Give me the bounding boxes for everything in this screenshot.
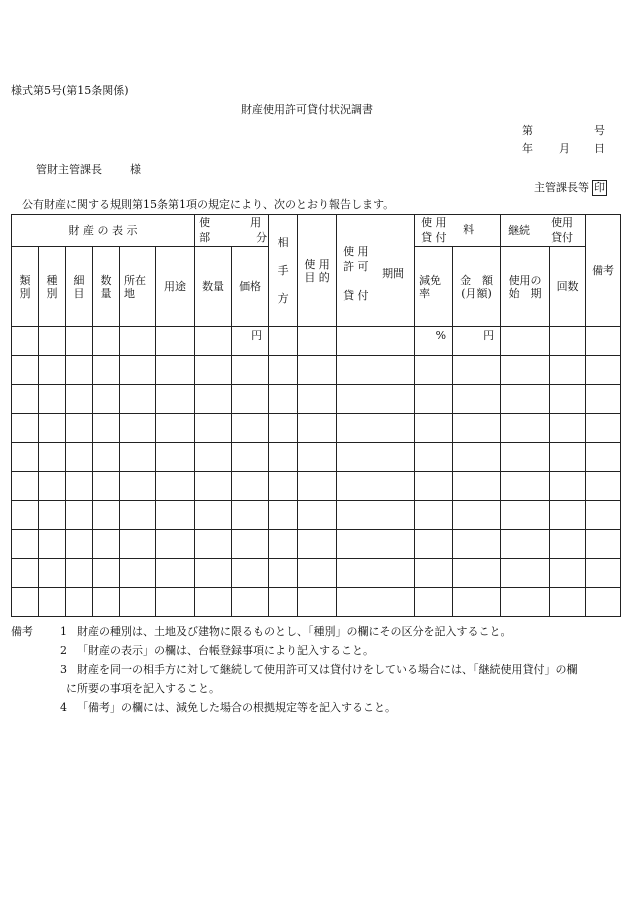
note-number: 2 <box>60 644 67 657</box>
unit-percent[interactable]: % <box>415 327 453 356</box>
table-row <box>12 327 621 356</box>
note-text-continued: に所要の事項を記入すること。 <box>66 682 220 695</box>
table-row <box>12 414 621 443</box>
note-item <box>11 698 621 717</box>
sub-use: 用途 <box>156 247 195 327</box>
addressee-honorific: 様 <box>130 163 141 176</box>
col-partner: 相 手 方 <box>269 215 298 327</box>
reporter-label: 主管課長等 <box>534 181 589 194</box>
table-row <box>12 443 621 472</box>
note-item <box>11 660 621 679</box>
note-item <box>11 641 621 660</box>
table-row <box>12 385 621 414</box>
table-row <box>12 472 621 501</box>
group-usage-header: 使 用 部 分 <box>195 215 269 247</box>
sub-start-date: 使用の 始 期 <box>501 247 550 327</box>
unit-yen-price[interactable]: 円 <box>232 327 269 356</box>
number-label-right: 号 <box>594 124 605 137</box>
table-row <box>12 588 621 617</box>
unit-yen-amount[interactable]: 円 <box>453 327 501 356</box>
note-text: 財産の種別は、土地及び建物に限るものとし、「種別」の欄にその区分を記入すること。 <box>77 625 512 638</box>
note-number: 1 <box>60 625 67 638</box>
sub-quantity: 数 量 <box>93 247 120 327</box>
notes-section <box>11 622 621 717</box>
note-number: 4 <box>60 701 67 714</box>
note-text: 「財産の表示」の欄は、台帳登録事項により記入すること。 <box>77 644 374 657</box>
col-purpose: 使 用 目 的 <box>298 215 337 327</box>
note-text: 財産を同一の相手方に対して継続して使用許可又は貸付けをしている場合には、「継続使用貸付」の欄 <box>77 663 578 676</box>
group-property-header: 財 産 の 表 示 <box>12 215 195 247</box>
intro-text: 公有財産に関する規則第15条第1項の規定により、次のとおり報告します。 <box>22 198 395 211</box>
reporter <box>534 180 607 196</box>
sub-price: 価格 <box>232 247 269 327</box>
form-number: 様式第5号(第15条関係) <box>11 84 129 97</box>
number-label-left: 第 <box>522 124 533 137</box>
addressee: 管財主管課長 <box>36 163 102 176</box>
table-row <box>12 501 621 530</box>
date-year-label: 年 <box>522 142 533 155</box>
note-item <box>11 679 621 698</box>
col-period: 使 用 許 可 期間 貸 付 <box>337 215 415 327</box>
header-row-1 <box>12 215 621 247</box>
sub-area: 数量 <box>195 247 232 327</box>
note-text: 「備考」の欄には、減免した場合の根拠規定等を記入すること。 <box>77 701 396 714</box>
table-row <box>12 559 621 588</box>
status-table <box>11 214 621 617</box>
date-month-label: 月 <box>559 142 570 155</box>
sub-reduction-rate: 減免 率 <box>415 247 453 327</box>
sub-monthly-amount: 金 額 (月額) <box>453 247 501 327</box>
document-title: 財産使用許可貸付状況調書 <box>241 103 373 116</box>
sub-kind: 種 別 <box>39 247 66 327</box>
group-continuation-header: 継続 使用 貸付 <box>501 215 586 247</box>
table-row <box>12 530 621 559</box>
note-item <box>11 622 621 641</box>
sub-count: 回数 <box>550 247 586 327</box>
sub-detail: 細 目 <box>66 247 93 327</box>
note-number: 3 <box>60 663 67 676</box>
seal-mark: 印 <box>594 181 605 194</box>
notes-label: 備考 <box>11 625 33 638</box>
table-row <box>12 356 621 385</box>
date-day-label: 日 <box>594 142 605 155</box>
group-fee-header: 使 用 料 貸 付 <box>415 215 501 247</box>
col-remarks: 備考 <box>586 215 621 327</box>
sub-type: 類 別 <box>12 247 39 327</box>
sub-location: 所在 地 <box>120 247 156 327</box>
